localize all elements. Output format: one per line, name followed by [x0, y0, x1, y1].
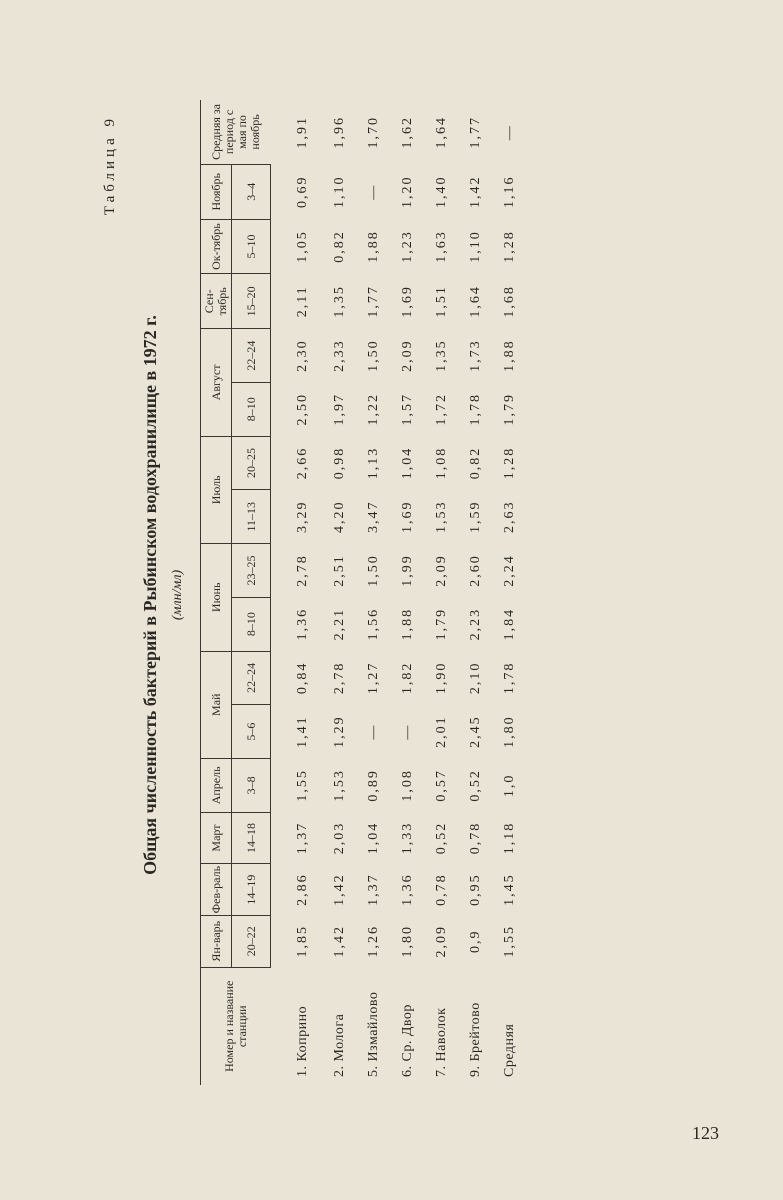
header-jan: Ян-варь [201, 915, 232, 967]
table-cell: 1,51 [434, 285, 449, 318]
table-cell: 2,03 [332, 821, 347, 855]
table-row [425, 100, 459, 1085]
table-cell: 1,35 [332, 285, 347, 318]
table-cell: 2,51 [332, 554, 347, 587]
table-cell: 1,96 [332, 115, 347, 149]
table-cell: 1,40 [434, 175, 449, 209]
date-apr: 3–8 [232, 758, 271, 812]
table-cell: 2,10 [468, 661, 483, 695]
header-may: Май [201, 651, 232, 758]
table-cell: 1,85 [295, 924, 310, 958]
table-cell: 1,64 [468, 285, 483, 318]
table-cell: 0,89 [366, 769, 381, 802]
table-cell: 1,0 [502, 773, 517, 798]
header-sep: Сен-тябрь [201, 274, 232, 329]
table-cell: 1,50 [366, 554, 381, 587]
table-cell: 1,42 [468, 175, 483, 209]
table-cell: 1,88 [400, 607, 415, 641]
table-cell: — [400, 723, 415, 740]
table-cell: 1,78 [502, 661, 517, 695]
station-name: 9. Брейтово [468, 1002, 483, 1077]
table-cell: 2,24 [502, 554, 517, 587]
table-cell: 0,98 [332, 446, 347, 480]
header-row [201, 100, 232, 1085]
table-cell: 0,78 [468, 821, 483, 855]
table-row [323, 100, 357, 1085]
table-cell: 1,79 [434, 607, 449, 641]
header-feb: Фев-раль [201, 864, 232, 916]
table-cell: 1,23 [400, 230, 415, 263]
header-nov: Ноябрь [201, 164, 232, 219]
table-cell: 1,41 [295, 715, 310, 748]
table-cell: 2,11 [295, 285, 310, 318]
table-cell: 1,88 [366, 230, 381, 263]
table-cell: 2,86 [295, 873, 310, 906]
table-cell: 2,60 [468, 554, 483, 587]
table-cell: 1,80 [502, 715, 517, 748]
table-cell: 1,53 [332, 769, 347, 802]
table-cell: 1,08 [400, 769, 415, 802]
table-cell: — [366, 183, 381, 200]
table-cell: 1,55 [502, 924, 517, 958]
table-cell: 1,82 [400, 661, 415, 695]
table-cell: 1,16 [502, 175, 517, 209]
table-cell: 1,84 [502, 607, 517, 641]
table-cell: 2,63 [502, 500, 517, 533]
table-cell: 1,04 [366, 821, 381, 855]
table-cell: 1,04 [400, 446, 415, 480]
header-average: Средняя за период с мая по ноябрь [201, 100, 271, 164]
table-cell: 1,10 [468, 230, 483, 263]
table-cell: 2,45 [468, 715, 483, 748]
date-may-1: 5–6 [232, 705, 271, 759]
table-cell: 1,55 [295, 769, 310, 802]
table-cell: 1,53 [434, 500, 449, 533]
date-jul-1: 11–13 [232, 490, 271, 544]
date-aug-1: 8–10 [232, 382, 271, 436]
station-name: 2. Молога [332, 1013, 347, 1077]
page-number: 123 [692, 1123, 719, 1143]
table-cell: 1,20 [400, 175, 415, 209]
table-cell: 1,72 [434, 393, 449, 426]
table-cell: 0,78 [434, 873, 449, 906]
date-aug-2: 22–24 [232, 329, 271, 383]
table-cell: 2,21 [332, 607, 347, 641]
table-cell: 1,70 [366, 115, 381, 149]
table-cell: 2,66 [295, 446, 310, 480]
table-cell: 3,29 [295, 500, 310, 533]
table-cell: 1,69 [400, 285, 415, 318]
station-name: 6. Ср. Двор [400, 1004, 415, 1077]
table-cell: 2,30 [295, 339, 310, 372]
header-station: Номер и название станции [201, 967, 271, 1085]
date-jun-2: 23–25 [232, 544, 271, 598]
table-cell: 0,69 [295, 175, 310, 209]
table-row [357, 100, 391, 1085]
table-cell: 0,95 [468, 873, 483, 906]
table-cell: 1,69 [400, 500, 415, 533]
table-cell: 1,91 [294, 115, 310, 149]
table-cell: 1,08 [434, 446, 449, 480]
date-jun-1: 8–10 [232, 597, 271, 651]
table-row [271, 100, 324, 1085]
table-row [493, 100, 527, 1085]
table-unit: (млн/мл) [170, 569, 185, 621]
table-cell: 1,10 [332, 175, 347, 209]
table-cell: 1,37 [295, 821, 310, 855]
bacteria-table [200, 100, 527, 1085]
table-cell: 0,9 [468, 929, 483, 953]
table-cell: 1,45 [502, 873, 517, 906]
table-cell: 0,82 [332, 230, 347, 263]
header-dates-row [232, 100, 271, 1085]
table-cell: 0,82 [468, 446, 483, 480]
table-cell: 1,36 [400, 873, 415, 906]
table-cell: 1,27 [366, 661, 381, 695]
station-name: 1. Коприно [294, 1005, 310, 1077]
table-cell: 2,23 [468, 607, 483, 641]
table-cell: 1,90 [434, 661, 449, 695]
table-cell: 1,73 [468, 339, 483, 372]
table-cell: 1,63 [434, 230, 449, 263]
table-cell: 1,18 [502, 821, 517, 855]
date-mar: 14–18 [232, 812, 271, 864]
table-cell: 1,56 [366, 607, 381, 641]
station-name: 7. Наволок [434, 1007, 449, 1077]
date-jan: 20–22 [232, 915, 271, 967]
table-cell: 1,68 [502, 285, 517, 318]
table-row [459, 100, 493, 1085]
header-jun: Июнь [201, 544, 232, 651]
table-cell: 0,57 [434, 769, 449, 802]
rotated-table-block [100, 95, 720, 1095]
table-cell: 1,97 [332, 393, 347, 426]
table-cell: 1,62 [400, 115, 415, 149]
table-cell: 4,20 [332, 500, 347, 533]
table-cell: 2,09 [434, 554, 449, 587]
table-row [391, 100, 425, 1085]
table-cell: 1,37 [366, 873, 381, 906]
table-label: Таблица 9 [102, 115, 118, 216]
table-body [271, 100, 528, 1085]
table-cell: 0,52 [434, 821, 449, 855]
table-cell: 1,28 [502, 446, 517, 480]
station-name: 5. Измайлово [366, 991, 381, 1077]
table-cell: 1,59 [468, 500, 483, 533]
table-cell: 2,50 [295, 393, 310, 426]
table-cell: 1,42 [332, 924, 347, 958]
table-cell: 1,50 [366, 339, 381, 372]
table-cell: 1,22 [366, 393, 381, 426]
table-cell: 2,09 [434, 924, 449, 958]
table-cell: 0,52 [468, 769, 483, 802]
table-cell: — [366, 723, 381, 740]
table-cell: 1,99 [400, 554, 415, 587]
table-cell: 1,77 [366, 285, 381, 318]
header-apr: Апрель [201, 758, 232, 812]
header-aug: Август [201, 329, 232, 436]
table-cell: 3,47 [366, 500, 381, 533]
header-mar: Март [201, 812, 232, 864]
table-cell: 2,78 [295, 554, 310, 587]
header-oct: Ок-тябрь [201, 219, 232, 274]
table-cell: 1,57 [400, 393, 415, 426]
table-cell: 1,29 [332, 715, 347, 748]
table-cell: 1,80 [400, 924, 415, 958]
table-cell: 2,33 [332, 339, 347, 372]
table-cell: 1,42 [332, 873, 347, 906]
table-cell: 1,77 [468, 115, 483, 149]
table-title: Общая численность бактерий в Рыбинском водохранилище в 1972 г. [140, 315, 160, 875]
table-cell: 1,78 [468, 393, 483, 426]
header-jul: Июль [201, 436, 232, 543]
table-cell: — [502, 124, 517, 141]
table-cell: 1,88 [502, 339, 517, 372]
table-cell: 2,01 [434, 715, 449, 748]
date-nov: 3–4 [232, 164, 271, 219]
date-sep: 15–20 [232, 274, 271, 329]
table-cell: 1,33 [400, 821, 415, 855]
date-feb: 14–19 [232, 864, 271, 916]
station-name: Средняя [502, 1023, 517, 1077]
table-cell: 1,36 [295, 607, 310, 641]
table-cell: 1,28 [502, 230, 517, 263]
table-cell: 1,05 [295, 230, 310, 263]
table-cell: 1,26 [366, 924, 381, 958]
table-cell: 1,79 [502, 393, 517, 426]
table-cell: 0,84 [295, 661, 310, 695]
table-cell: 1,35 [434, 339, 449, 372]
table-cell: 2,78 [332, 661, 347, 695]
date-oct: 5–10 [232, 219, 271, 274]
table-cell: 1,13 [366, 446, 381, 480]
date-jul-2: 20–25 [232, 436, 271, 490]
table-cell: 2,09 [400, 339, 415, 372]
table-cell: 1,64 [434, 115, 449, 149]
date-may-2: 22–24 [232, 651, 271, 705]
